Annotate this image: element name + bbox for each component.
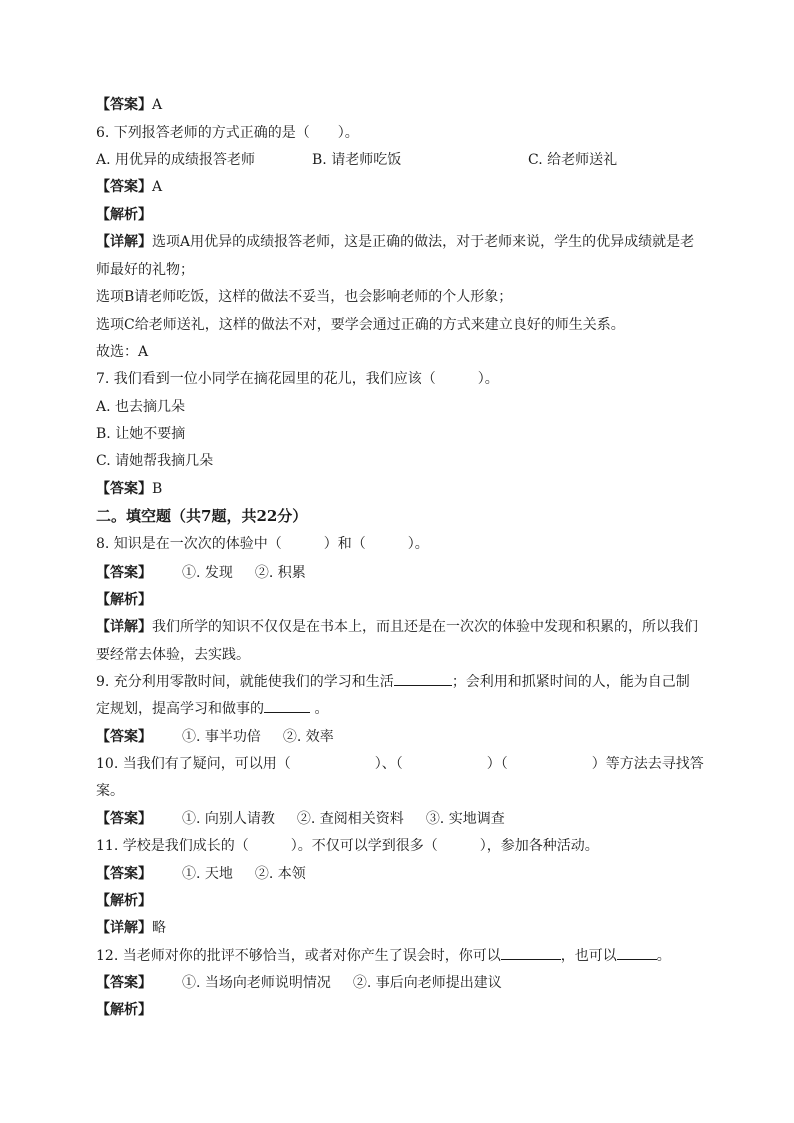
detail-text: 选项A用优异的成绩报答老师，这是正确的做法，对于老师来说，学生的优异成绩就是老 bbox=[152, 234, 695, 250]
answer-item-1: ①. 向别人请教 bbox=[182, 811, 275, 827]
q8-detail-line-1 bbox=[96, 618, 706, 636]
q9-question-line-1 bbox=[96, 673, 706, 691]
q8-detail-line-2: 要经常去体验，去实践。 bbox=[96, 647, 250, 663]
answer-text: B bbox=[152, 481, 163, 497]
q6-detail-line-4: 选项C给老师送礼，这样的做法不对，要学会通过正确的方式来建立良好的师生关系。 bbox=[96, 317, 625, 333]
section-heading: 二。填空题（共7题，共22分） bbox=[96, 507, 308, 525]
q9-question-line-2 bbox=[96, 700, 706, 718]
answer-item-2: ②. 事后向老师提出建议 bbox=[352, 975, 502, 991]
fill-blank bbox=[264, 700, 310, 713]
detail-tag: 【详解】 bbox=[96, 619, 152, 635]
q7-question: 7. 我们看到一位小同学在摘花园里的花儿，我们应该（ ）。 bbox=[96, 371, 499, 387]
q8-answer-line bbox=[96, 564, 706, 582]
answer-item-1: ①. 当场向老师说明情况 bbox=[182, 975, 331, 991]
q12-analysis-tag: 【解析】 bbox=[96, 1002, 152, 1018]
q7-option-c: C. 请她帮我摘几朵 bbox=[96, 453, 214, 469]
q9-text-d: 。 bbox=[310, 701, 329, 717]
answer-tag: 【答案】 bbox=[96, 481, 152, 497]
answer-tag: 【答案】 bbox=[96, 811, 152, 827]
q10-question-line-2: 案。 bbox=[96, 783, 124, 799]
q10-question-line-1: 10. 当我们有了疑问，可以用（ ）、（ ）（ ）等方法去寻找答 bbox=[96, 756, 704, 772]
q6-option-a: A. 用优异的成绩报答老师 bbox=[96, 152, 256, 168]
detail-tag: 【详解】 bbox=[96, 920, 152, 936]
q6-choice: 故选：A bbox=[96, 344, 149, 360]
detail-text: 略 bbox=[152, 920, 166, 936]
q9-answer-line bbox=[96, 728, 706, 746]
answer-tag: 【答案】 bbox=[96, 866, 152, 882]
q6-detail-line-1 bbox=[96, 233, 706, 251]
q6-analysis-tag: 【解析】 bbox=[96, 207, 152, 223]
q7-option-a: A. 也去摘几朵 bbox=[96, 399, 186, 415]
answer-item-1: ①. 发现 bbox=[182, 565, 233, 581]
q6-option-b: B. 请老师吃饭 bbox=[312, 152, 402, 168]
q6-question: 6. 下列报答老师的方式正确的是（ ）。 bbox=[96, 125, 359, 141]
q12-answer-line bbox=[96, 974, 706, 992]
q6-option-c: C. 给老师送礼 bbox=[528, 152, 618, 168]
q9-text-b: ；会利用和抓紧时间的人，能为自己制 bbox=[451, 674, 690, 690]
q7-option-b: B. 让她不要摘 bbox=[96, 426, 186, 442]
answer-item-3: ③. 实地调查 bbox=[425, 811, 505, 827]
q11-detail-line bbox=[96, 919, 706, 937]
q6-detail-line-2: 师最好的礼物； bbox=[96, 262, 194, 278]
answer-tag: 【答案】 bbox=[96, 97, 152, 113]
fill-blank bbox=[617, 947, 657, 960]
q8-question: 8. 知识是在一次次的体验中（ ）和（ ）。 bbox=[96, 536, 429, 552]
answer-text: A bbox=[152, 179, 163, 195]
answer-text: A bbox=[152, 97, 163, 113]
q12-question bbox=[96, 947, 706, 965]
answer-item-2: ②. 查阅相关资料 bbox=[296, 811, 404, 827]
q11-question: 11. 学校是我们成长的（ ）。不仅可以学到很多（ ），参加各种活动。 bbox=[96, 838, 599, 854]
answer-item-1: ①. 事半功倍 bbox=[182, 729, 261, 745]
answer-item-2: ②. 效率 bbox=[282, 729, 334, 745]
q10-answer-line bbox=[96, 810, 706, 828]
q9-text-c: 定规划，提高学习和做事的 bbox=[96, 701, 264, 717]
fill-blank bbox=[501, 947, 561, 960]
q8-analysis-tag: 【解析】 bbox=[96, 592, 152, 608]
q12-text-c: 。 bbox=[656, 948, 671, 964]
detail-text: 我们所学的知识不仅仅是在书本上，而且还是在一次次的体验中发现和积累的，所以我们 bbox=[152, 619, 698, 635]
answer-tag: 【答案】 bbox=[96, 729, 152, 745]
q11-answer-line bbox=[96, 865, 706, 883]
q6-detail-line-3: 选项B请老师吃饭，这样的做法不妥当，也会影响老师的个人形象； bbox=[96, 289, 513, 305]
q6-answer-line bbox=[96, 178, 706, 196]
answer-item-2: ②. 本领 bbox=[254, 866, 306, 882]
answer-tag: 【答案】 bbox=[96, 565, 152, 581]
answer-item-1: ①. 天地 bbox=[182, 866, 233, 882]
q7-answer-line bbox=[96, 480, 706, 498]
q5-answer-line bbox=[96, 96, 706, 114]
answer-tag: 【答案】 bbox=[96, 975, 152, 991]
q12-text-b: ，也可以 bbox=[560, 948, 617, 964]
answer-item-2: ②. 积累 bbox=[254, 565, 306, 581]
answer-tag: 【答案】 bbox=[96, 179, 152, 195]
q12-text-a: 12. 当老师对你的批评不够恰当，或者对你产生了误会时，你可以 bbox=[96, 948, 501, 964]
q9-text-a: 9. 充分利用零散时间，就能使我们的学习和生活 bbox=[96, 674, 394, 690]
q11-analysis-tag: 【解析】 bbox=[96, 893, 152, 909]
detail-tag: 【详解】 bbox=[96, 234, 152, 250]
fill-blank bbox=[394, 673, 452, 686]
